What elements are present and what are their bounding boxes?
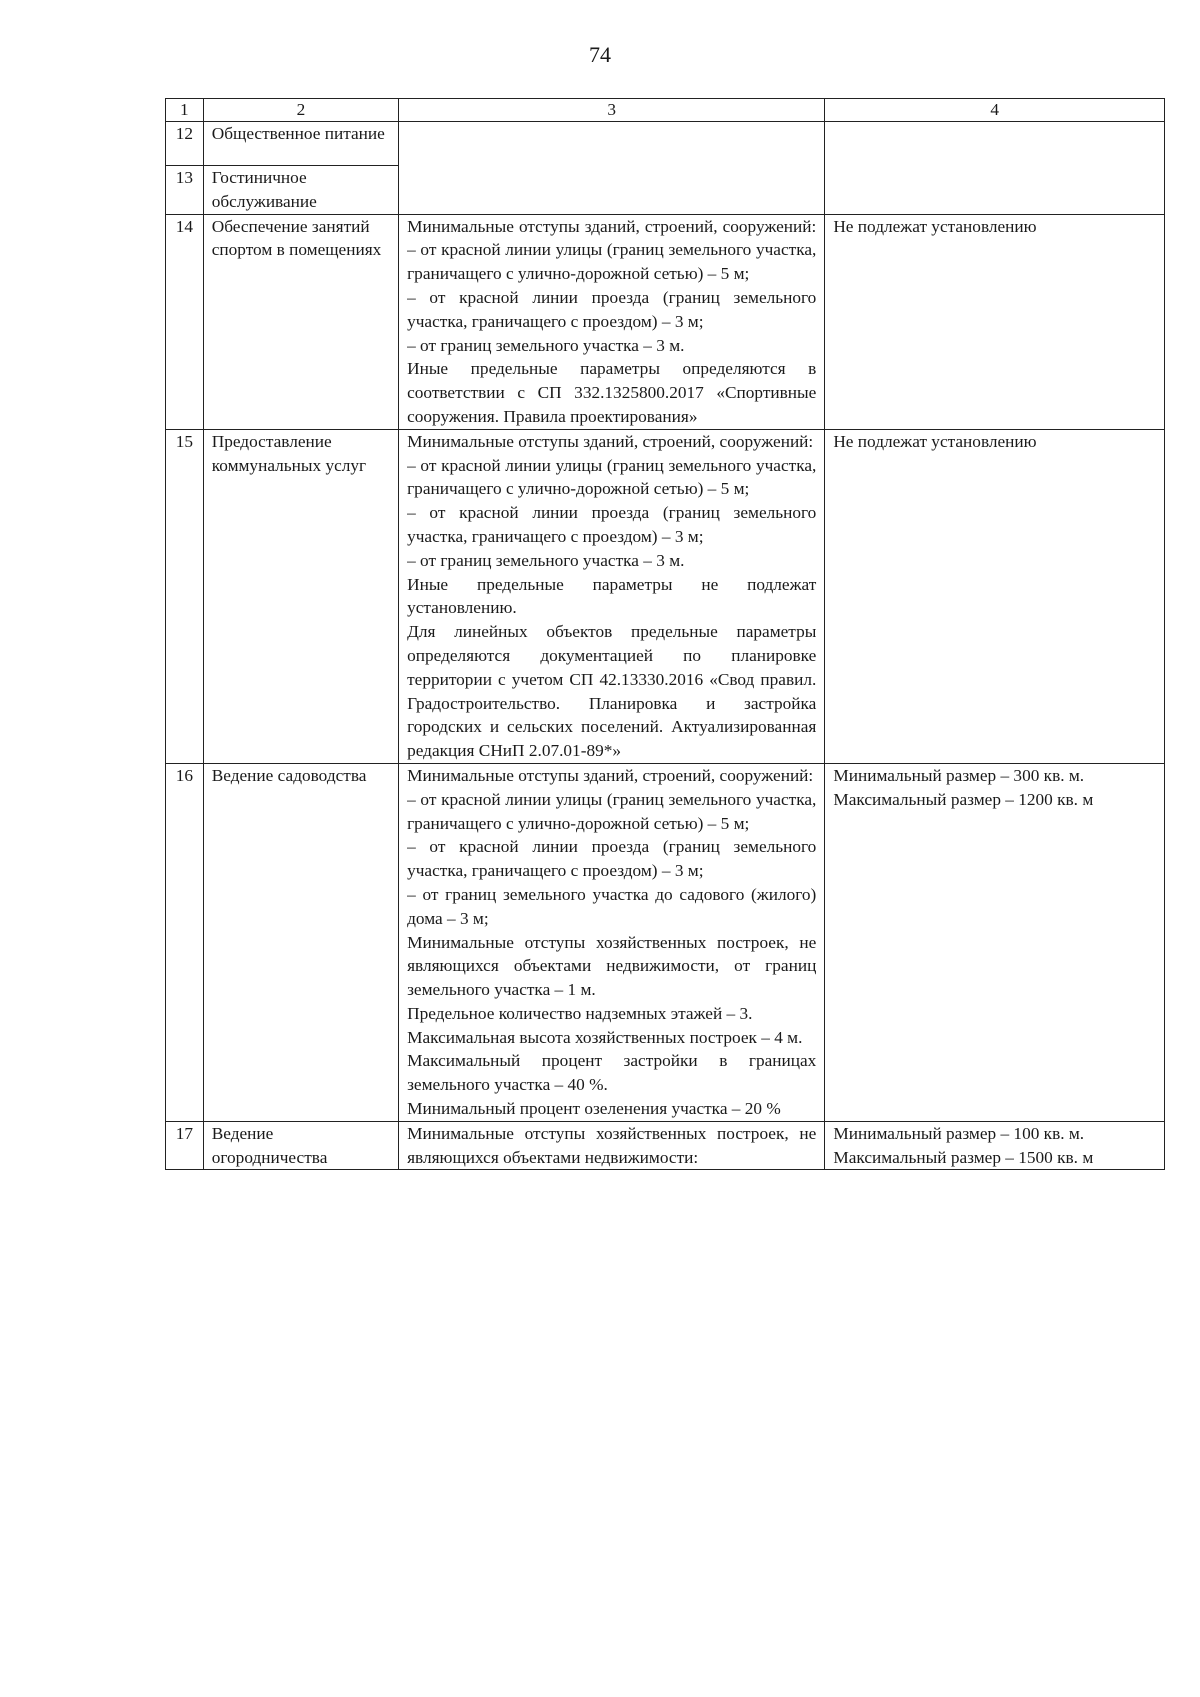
page-number: 74	[589, 42, 611, 67]
sizes-cell	[825, 122, 1165, 215]
size-line: Не подлежат установлению	[833, 216, 1037, 236]
params-cell	[399, 429, 825, 763]
sizes-cell	[825, 429, 1165, 763]
param-line: – от границ земельного участка до садового (жилого) дома – 3 м;	[407, 884, 817, 928]
use-type-name: Ведение садоводства	[203, 763, 398, 1121]
table-row	[166, 1121, 1165, 1170]
size-line: Минимальный размер – 300 кв. м.	[833, 765, 1085, 785]
params-cell	[399, 1121, 825, 1170]
param-line: – от границ земельного участка – 3 м.	[407, 550, 685, 570]
params-cell	[399, 214, 825, 429]
sizes-cell	[825, 763, 1165, 1121]
param-line: – от красной линии улицы (границ земельного участка, граничащего с улично-дорожной сетью) – 5 м;	[407, 455, 817, 499]
param-line: Иные предельные параметры не подлежат установлению.	[407, 574, 817, 618]
row-number: 15	[166, 429, 204, 763]
param-line: Минимальные отступы зданий, строений, сооружений:	[407, 216, 817, 236]
param-line: Максимальный процент застройки в границах земельного участка – 40 %.	[407, 1051, 817, 1095]
sizes-cell	[825, 1121, 1165, 1170]
use-type-name: Общественное питание	[203, 122, 398, 166]
row-number: 12	[166, 122, 204, 166]
table-header-row	[166, 99, 1165, 122]
row-number: 13	[166, 166, 204, 215]
row-number: 14	[166, 214, 204, 429]
size-line: Максимальный размер – 1200 кв. м	[833, 789, 1094, 809]
row-number: 16	[166, 763, 204, 1121]
use-type-name: Предоставление коммунальных услуг	[203, 429, 398, 763]
param-line: Иные предельные параметры определяются в соответствии с СП 332.1325800.2017 «Спортивные сооружения. Правила проектирования»	[407, 359, 817, 426]
use-type-name: Обеспечение занятий спортом в помещениях	[203, 214, 398, 429]
use-type-name: Ведение огородничества	[203, 1121, 398, 1170]
column-header: 1	[166, 99, 204, 122]
param-line: Минимальные отступы хозяйственных построек, не являющихся объектами недвижимости:	[407, 1123, 817, 1167]
table-row	[166, 214, 1165, 429]
param-line: Минимальные отступы зданий, строений, сооружений:	[407, 431, 814, 451]
param-line: Для линейных объектов предельные параметры определяются документацией по планировке территории с учетом СП 42.13330.2016 «Свод правил. Градостроительство. Планировка и застройка городских и сельских поселений. Актуализированная редакция СНиП 2.07.01-89*»	[407, 622, 817, 761]
params-cell	[399, 122, 825, 215]
column-header: 3	[399, 99, 825, 122]
param-line: Минимальные отступы хозяйственных построек, не являющихся объектами недвижимости, от границ земельного участка – 1 м.	[407, 932, 817, 1000]
size-line: Не подлежат установлению	[833, 431, 1037, 451]
param-line: – от красной линии проезда (границ земельного участка, граничащего с проездом) – 3 м;	[407, 503, 817, 546]
param-line: – от красной линии улицы (границ земельного участка, граничащего с улично-дорожной сетью) – 5 м;	[407, 789, 817, 833]
param-line: Минимальные отступы зданий, строений, сооружений:	[407, 765, 814, 785]
param-line: – от красной линии проезда (границ земельного участка, граничащего с проездом) – 3 м;	[407, 837, 817, 881]
param-line: – от границ земельного участка – 3 м.	[407, 335, 685, 355]
column-header: 4	[825, 99, 1165, 122]
size-line: Минимальный размер – 100 кв. м.	[833, 1123, 1085, 1143]
param-line: Минимальный процент озеленения участка – 20 %	[407, 1099, 781, 1119]
row-number: 17	[166, 1121, 204, 1170]
param-line: – от красной линии проезда (границ земельного участка, граничащего с проездом) – 3 м;	[407, 287, 817, 331]
params-cell	[399, 763, 825, 1121]
table-row	[166, 429, 1165, 763]
use-type-name: Гостиничное обслуживание	[203, 166, 398, 215]
param-line: Максимальная высота хозяйственных построек – 4 м.	[407, 1027, 803, 1047]
table-row	[166, 122, 1165, 166]
param-line: Предельное количество надземных этажей – 3.	[407, 1003, 753, 1023]
column-header: 2	[203, 99, 398, 122]
sizes-cell	[825, 214, 1165, 429]
size-line: Максимальный размер – 1500 кв. м	[833, 1147, 1094, 1167]
regulations-table	[165, 98, 1165, 1170]
param-line: – от красной линии улицы (границ земельного участка, граничащего с улично-дорожной сетью) – 5 м;	[407, 240, 817, 284]
table-row	[166, 763, 1165, 1121]
